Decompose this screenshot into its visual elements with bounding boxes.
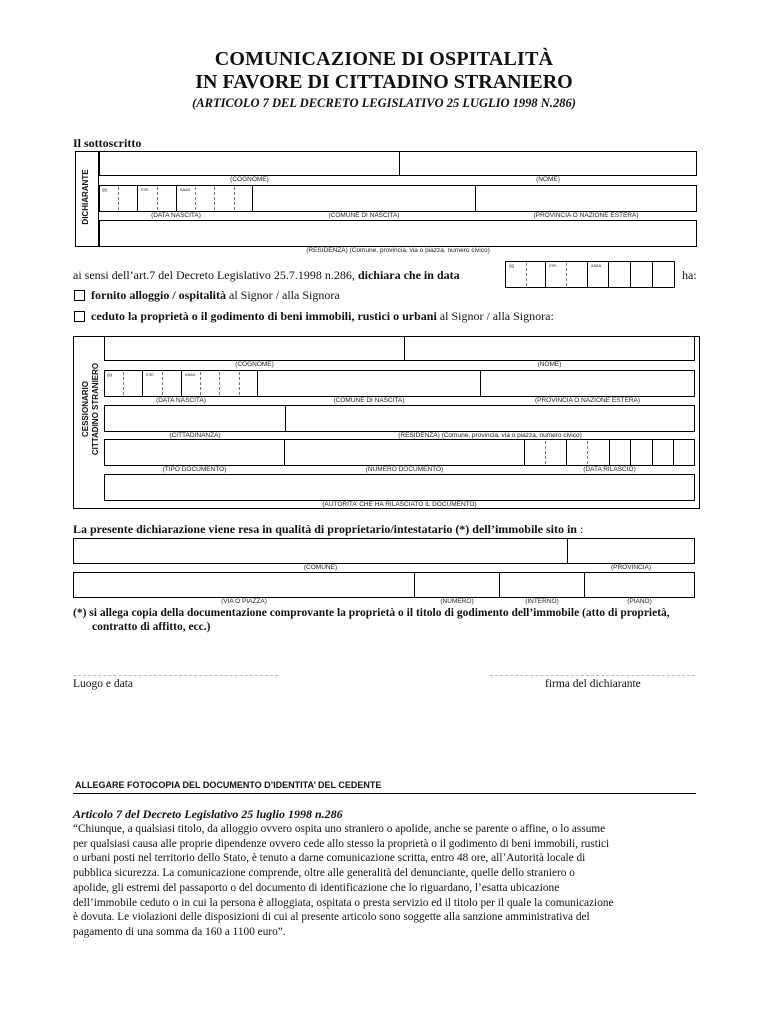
luogo-data-label: Luogo e data xyxy=(73,678,134,690)
declarant-provincia-label: (PROVINCIA O NAZIONE ESTERA) xyxy=(533,212,639,219)
property-interno-field[interactable] xyxy=(499,572,585,598)
property-comune-label: (COMUNE) xyxy=(303,564,338,571)
property-via-field[interactable] xyxy=(73,572,415,598)
article-line: dell’immobile ceduto o in cui la persona è alloggiata, ospitata o presta servizio ed il titolo per il quale la comunicazione xyxy=(73,896,614,909)
property-comune-field[interactable] xyxy=(73,538,568,564)
statement-aaaa-hint: aaaa xyxy=(591,263,602,268)
cessionario-comune-nascita-field[interactable] xyxy=(257,370,481,397)
luogo-data-line[interactable] xyxy=(73,675,278,676)
declarant-nome-label: (NOME) xyxy=(536,176,560,183)
cessionario-residenza-field[interactable] xyxy=(285,405,695,432)
article-line: o urbani posti nel territorio dello Stato, è tenuto a darne comunicazione scritta, entro 48 ore, all’Autorità locale di xyxy=(73,852,586,865)
article-line: “Chiunque, a qualsiasi titolo, da alloggio ovvero ospita uno straniero o apolide, anche se parente o affine, o lo assume xyxy=(73,823,606,835)
property-provincia-field[interactable] xyxy=(567,538,695,564)
declarant-provincia-field[interactable] xyxy=(475,185,697,212)
cessionario-mm-hint: mm xyxy=(146,372,154,377)
declarant-nome-field[interactable] xyxy=(399,151,697,176)
footer-divider xyxy=(73,793,696,794)
statement-ha: ha: xyxy=(682,268,697,282)
cessionario-provincia-field[interactable] xyxy=(480,370,695,397)
cessionario-data-nascita-label: (DATA NASCITA) xyxy=(156,397,206,404)
cessionario-autorita-field[interactable] xyxy=(104,474,695,501)
cessionario-residenza-label: (RESIDENZA) (Comune, provincia, via o piazza, numero civico) xyxy=(398,432,582,439)
declarant-residenza-label: (RESIDENZA) (Comune, provincia, via o piazza, numero civico) xyxy=(306,247,490,254)
declarant-cognome-label: (COGNOME) xyxy=(230,176,269,183)
cessionario-aaaa-hint: aaaa xyxy=(185,372,196,377)
article-title: Articolo 7 del Decreto Legislativo 25 luglio 1998 n.286 xyxy=(73,807,343,821)
option-alloggio-label: fornito alloggio / ospitalità al Signor / alla Signora xyxy=(91,288,340,302)
cessionario-numero-documento-field[interactable] xyxy=(284,439,525,466)
firma-line[interactable] xyxy=(490,675,695,676)
cessionario-nome-field[interactable] xyxy=(404,336,695,361)
declarant-cognome-field[interactable] xyxy=(99,151,400,176)
form-title-line2: IN FAVORE DI CITTADINO STRANIERO xyxy=(195,71,573,93)
cessionario-cognome-field[interactable] xyxy=(104,336,405,361)
declarant-gg-hint: gg xyxy=(102,187,108,192)
cessionario-tipo-documento-label: (TIPO DOCUMENTO) xyxy=(162,466,227,473)
statement-mm-hint: mm xyxy=(549,263,557,268)
property-provincia-label: (PROVINCIA) xyxy=(610,564,652,571)
declarant-data-nascita-label: (DATA NASCITA) xyxy=(151,212,201,219)
cessionario-provincia-label: (PROVINCIA O NAZIONE ESTERA) xyxy=(534,397,641,404)
article-line: apolide, gli estremi del passaporto o del documento di identificazione che lo riguardano, l’esatta ubicazione xyxy=(73,881,560,894)
statement-line: ai sensi dell’art.7 del Decreto Legislativo 25.7.1998 n.286, dichiara che in data xyxy=(73,268,460,282)
declarant-side-label: DICHIARANTE xyxy=(81,169,90,225)
cessionario-autorita-label: (AUTORITA’ CHE HA RILASCIATO IL DOCUMENTO) xyxy=(322,501,477,508)
property-note-line1: (*) si allega copia della documentazione comprovante la proprietà o il titolo di godimento dell’immobile (atto di proprietà, xyxy=(73,607,670,619)
declarant-comune-nascita-field[interactable] xyxy=(252,185,476,212)
property-via-label: (VIA O PIAZZA) xyxy=(221,598,267,605)
cessionario-nome-label: (NOME) xyxy=(537,361,562,368)
property-intro: La presente dichiarazione viene resa in qualità di proprietario/intestatario (*) dell’immobile sito in : xyxy=(73,522,584,536)
article-line: è dovuta. Le violazioni delle disposizioni di cui al presente articolo sono soggette alla sanzione amministrativa del xyxy=(73,911,590,924)
cessionario-numero-documento-label: (NUMERO DOCUMENTO) xyxy=(365,466,444,473)
option-alloggio-checkbox[interactable] xyxy=(74,290,85,301)
cessionario-tipo-documento-field[interactable] xyxy=(104,439,285,466)
property-numero-field[interactable] xyxy=(414,572,500,598)
property-numero-label: (NUMERO) xyxy=(440,598,474,605)
option-ceduto-label: ceduto la proprietà o il godimento di beni immobili, rustici o urbani al Signor / alla Signora: xyxy=(91,309,554,323)
property-note-line2: contratto di affitto, ecc.) xyxy=(92,621,211,633)
cessionario-cittadinanza-field[interactable] xyxy=(104,405,286,432)
property-piano-field[interactable] xyxy=(584,572,695,598)
sottoscritto-label: Il sottoscritto xyxy=(73,136,142,150)
cessionario-comune-nascita-label: (COMUNE DI NASCITA) xyxy=(333,397,405,404)
attach-note: ALLEGARE FOTOCOPIA DEL DOCUMENTO D’IDENTITA’ DEL CEDENTE xyxy=(75,780,382,790)
article-line: pagamento di una somma da 160 a 1100 euro”. xyxy=(73,925,286,938)
form-subtitle: (ARTICOLO 7 DEL DECRETO LEGISLATIVO 25 LUGLIO 1998 N.286) xyxy=(192,96,576,110)
option-ceduto-checkbox[interactable] xyxy=(74,311,85,322)
statement-gg-hint: gg xyxy=(509,263,515,268)
declarant-residenza-field[interactable] xyxy=(99,220,697,247)
property-piano-label: (PIANO) xyxy=(627,598,652,605)
article-line: pubblica sicurezza. La comunicazione comprende, oltre alle generalità del denunciante, quelle dello straniero o xyxy=(73,867,575,880)
cessionario-gg-hint: gg xyxy=(107,372,113,377)
declarant-comune-nascita-label: (COMUNE DI NASCITA) xyxy=(328,212,400,219)
cessionario-side-label2: CITTADINO STRANIERO xyxy=(91,362,100,456)
property-interno-label: (INTERNO) xyxy=(525,598,559,605)
article-text xyxy=(73,822,696,940)
cessionario-data-rilascio-label: (DATA RILASCIO) xyxy=(583,466,636,473)
article-line: per qualsiasi causa alle proprie dipendenze ovvero cede allo stesso la proprietà o il godimento di beni immobili, rustici xyxy=(73,837,610,850)
cessionario-side-label1: CESSIONARIO xyxy=(81,381,90,438)
declarant-aaaa-hint: aaaa xyxy=(180,187,191,192)
cessionario-cittadinanza-label: (CITTADINANZA) xyxy=(169,432,221,439)
statement-date-field[interactable] xyxy=(505,261,675,288)
firma-label: firma del dichiarante xyxy=(545,678,641,690)
form-title-line1: COMUNICAZIONE DI OSPITALITÀ xyxy=(214,48,554,70)
cessionario-cognome-label: (COGNOME) xyxy=(235,361,274,368)
declarant-mm-hint: mm xyxy=(141,187,149,192)
